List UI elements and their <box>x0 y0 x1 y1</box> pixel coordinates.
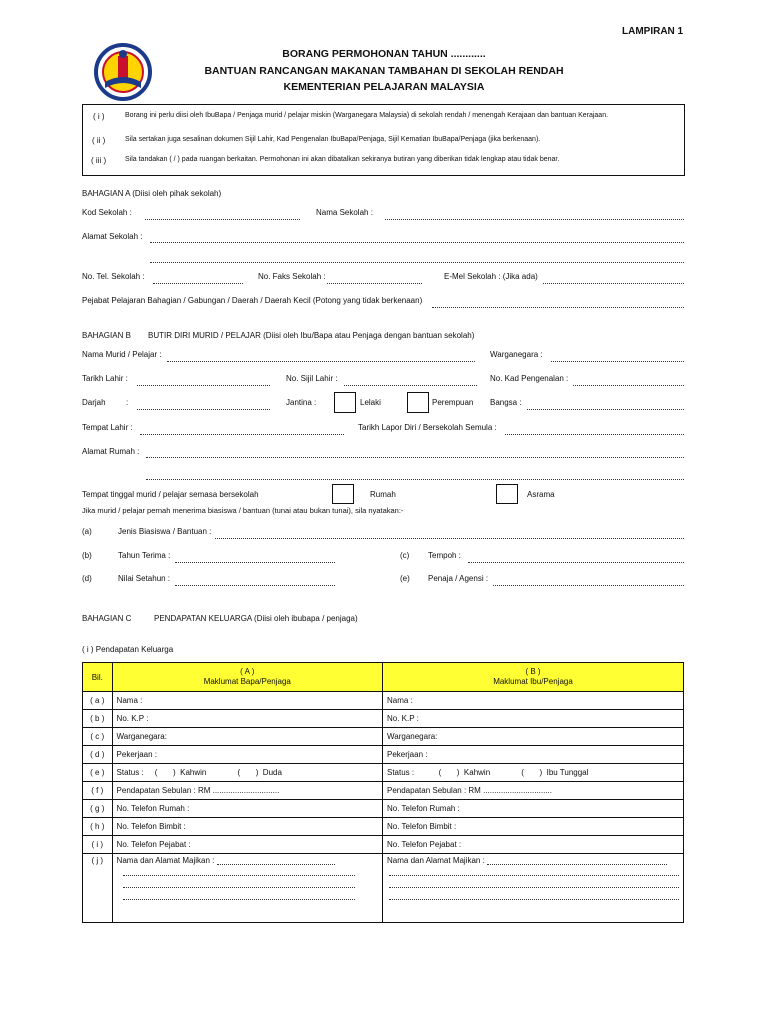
tempoh-field[interactable] <box>468 562 684 563</box>
section-c-subheading: PENDAPATAN KELUARGA (Diisi oleh ibubapa / penjaga) <box>154 614 358 623</box>
bapa-cell[interactable]: Nama : <box>112 692 382 710</box>
bapa-status-cell[interactable]: Status : ( ) Kahwin ( ) Duda <box>112 764 382 782</box>
bapa-cell[interactable]: No. Telefon Rumah : <box>112 800 382 818</box>
row-bil: ( c ) <box>83 728 113 746</box>
kad-pengenalan-label: No. Kad Pengenalan : <box>490 374 569 383</box>
emel-field[interactable] <box>543 283 684 284</box>
form-title-1: BORANG PERMOHONAN TAHUN ............ <box>282 48 486 60</box>
col-ibu-bottom: Maklumat Ibu/Penjaga <box>493 677 573 686</box>
ibu-majikan-line-4[interactable] <box>389 899 679 900</box>
note-number: ( iii ) <box>91 156 107 165</box>
lampiran-label: LAMPIRAN 1 <box>622 26 684 37</box>
jenis-biasiswa-field[interactable] <box>215 538 684 539</box>
alamat-rumah-label: Alamat Rumah : <box>82 447 140 456</box>
col-bil: Bil. <box>83 663 113 692</box>
lelaki-checkbox[interactable] <box>334 392 356 413</box>
penaja-label: Penaja / Agensi : <box>428 574 489 583</box>
table-row <box>83 746 684 764</box>
ibu-cell[interactable]: No. Telefon Pejabat : <box>383 836 684 854</box>
item-c-label: (c) <box>400 551 410 560</box>
note-text: Borang ini perlu diisi oleh IbuBapa / Penjaga murid / pelajar miskin (Warganegara Malaysia) di sekolah rendah / menengah Kerajaan dan bantuan Kerajaan. <box>125 112 609 119</box>
bapa-majikan-label: Nama dan Alamat Majikan : <box>116 856 215 865</box>
bapa-majikan-line-3[interactable] <box>123 887 355 888</box>
bangsa-label: Bangsa : <box>490 398 522 407</box>
ibu-cell[interactable]: Warganegara: <box>383 728 684 746</box>
perempuan-checkbox[interactable] <box>407 392 429 413</box>
col-bapa-top: ( A ) <box>240 667 255 676</box>
ibu-cell[interactable]: No. K.P : <box>383 710 684 728</box>
table-row <box>83 782 684 800</box>
kod-sekolah-label: Kod Sekolah : <box>82 208 132 217</box>
col-ibu-top: ( B ) <box>525 667 541 676</box>
pendapatan-keluarga-label: ( i ) Pendapatan Keluarga <box>82 645 174 654</box>
row-bil: ( f ) <box>83 782 113 800</box>
bangsa-field[interactable] <box>527 409 684 410</box>
tempat-tinggal-label: Tempat tinggal murid / pelajar semasa bersekolah <box>82 490 259 499</box>
bapa-majikan-line-2[interactable] <box>123 875 355 876</box>
nama-murid-field[interactable] <box>167 361 475 362</box>
no-tel-field[interactable] <box>153 283 243 284</box>
row-bil: ( a ) <box>83 692 113 710</box>
table-row <box>83 836 684 854</box>
alamat-rumah-field-2[interactable] <box>146 479 684 480</box>
alamat-sekolah-field-2[interactable] <box>150 262 684 263</box>
tahun-terima-field[interactable] <box>175 562 335 563</box>
warganegara-label: Warganegara : <box>490 350 543 359</box>
table-row <box>83 710 684 728</box>
bapa-cell[interactable]: Pekerjaan : <box>112 746 382 764</box>
sijil-lahir-label: No. Sijil Lahir : <box>286 374 338 383</box>
sijil-lahir-field[interactable] <box>344 385 477 386</box>
item-b-label: (b) <box>82 551 92 560</box>
tempat-lahir-label: Tempat Lahir : <box>82 423 133 432</box>
perempuan-label: Perempuan <box>432 398 474 407</box>
ibu-cell[interactable]: No. Telefon Rumah : <box>383 800 684 818</box>
ibu-majikan-line-3[interactable] <box>389 887 679 888</box>
no-faks-field[interactable] <box>327 283 422 284</box>
bantuan-note: Jika murid / pelajar pernah menerima biasiswa / bantuan (tunai atau bukan tunai), sila nyatakan:- <box>82 506 404 515</box>
kad-pengenalan-field[interactable] <box>573 385 684 386</box>
bapa-cell[interactable]: No. Telefon Pejabat : <box>112 836 382 854</box>
note-text: Sila sertakan juga sesalinan dokumen Sijil Lahir, Kad Pengenalan IbuBapa/Penjaga, Sijil Kematian IbuBapa/Penjaga (jika berkenaan). <box>125 136 541 143</box>
table-row <box>83 854 684 923</box>
col-bapa-bottom: Maklumat Bapa/Penjaga <box>203 677 291 686</box>
row-bil: ( j ) <box>83 854 113 923</box>
form-title-3: KEMENTERIAN PELAJARAN MALAYSIA <box>283 81 485 93</box>
section-c-heading: BAHAGIAN C <box>82 614 132 623</box>
asrama-label: Asrama <box>527 490 555 499</box>
col-bapa <box>112 663 382 692</box>
rumah-label: Rumah <box>370 490 396 499</box>
alamat-sekolah-field[interactable] <box>150 242 684 243</box>
bapa-majikan-line[interactable] <box>217 864 335 865</box>
item-d-label: (d) <box>82 574 92 583</box>
row-bil: ( i ) <box>83 836 113 854</box>
col-ibu <box>383 663 684 692</box>
note-number: ( ii ) <box>92 136 106 145</box>
tempat-lahir-field[interactable] <box>140 434 344 435</box>
jenis-biasiswa-label: Jenis Biasiswa / Bantuan : <box>118 527 212 536</box>
row-bil: ( e ) <box>83 764 113 782</box>
asrama-checkbox[interactable] <box>496 484 518 504</box>
kod-sekolah-field[interactable] <box>145 219 300 220</box>
table-row <box>83 764 684 782</box>
no-tel-label: No. Tel. Sekolah : <box>82 272 145 281</box>
bapa-cell[interactable]: No. Telefon Bimbit : <box>112 818 382 836</box>
note-text: Sila tandakan ( / ) pada ruangan berkaitan. Permohonan ini akan dibatalkan sekiranya butiran yang diberikan tidak lengkap atau tidak benar. <box>125 156 560 163</box>
section-b-heading: BAHAGIAN B <box>82 331 131 340</box>
item-a-label: (a) <box>82 527 92 536</box>
darjah-colon: : <box>126 398 129 407</box>
penaja-field[interactable] <box>493 585 684 586</box>
alamat-sekolah-label: Alamat Sekolah : <box>82 232 143 241</box>
nama-sekolah-field[interactable] <box>385 219 684 220</box>
ibu-majikan-cell[interactable] <box>383 854 684 923</box>
nama-murid-label: Nama Murid / Pelajar : <box>82 350 162 359</box>
bapa-majikan-cell[interactable] <box>112 854 382 923</box>
tempoh-label: Tempoh : <box>428 551 461 560</box>
nilai-setahun-label: Nilai Setahun : <box>118 574 171 583</box>
nilai-setahun-field[interactable] <box>175 585 335 586</box>
bapa-cell[interactable]: Pendapatan Sebulan : RM .............................. <box>112 782 382 800</box>
jantina-label: Jantina : <box>286 398 317 407</box>
tarikh-lapor-field[interactable] <box>505 434 684 435</box>
table-row <box>83 818 684 836</box>
ibu-majikan-line[interactable] <box>487 864 667 865</box>
row-bil: ( h ) <box>83 818 113 836</box>
row-bil: ( b ) <box>83 710 113 728</box>
row-bil: ( d ) <box>83 746 113 764</box>
row-bil: ( g ) <box>83 800 113 818</box>
table-row <box>83 692 684 710</box>
ibu-cell[interactable]: No. Telefon Bimbit : <box>383 818 684 836</box>
ppd-field[interactable] <box>432 307 684 308</box>
nama-sekolah-label: Nama Sekolah : <box>316 208 373 217</box>
table-row <box>83 800 684 818</box>
ibu-majikan-label: Nama dan Alamat Majikan : <box>387 856 485 865</box>
ibu-cell[interactable]: Nama : <box>383 692 684 710</box>
no-faks-label: No. Faks Sekolah : <box>258 272 326 281</box>
tarikh-lahir-field[interactable] <box>137 385 270 386</box>
warganegara-field[interactable] <box>551 361 684 362</box>
bapa-cell[interactable]: Warganegara: <box>112 728 382 746</box>
ibu-cell[interactable]: Pekerjaan : <box>383 746 684 764</box>
tarikh-lahir-label: Tarikh Lahir : <box>82 374 128 383</box>
alamat-rumah-field[interactable] <box>146 457 684 458</box>
ppd-label: Pejabat Pelajaran Bahagian / Gabungan / Daerah / Daerah Kecil (Potong yang tidak berkenaan) <box>82 296 423 305</box>
ibu-majikan-line-2[interactable] <box>389 875 679 876</box>
rumah-checkbox[interactable] <box>332 484 354 504</box>
tahun-terima-label: Tahun Terima : <box>118 551 171 560</box>
lelaki-label: Lelaki <box>360 398 381 407</box>
section-a-heading: BAHAGIAN A (Diisi oleh pihak sekolah) <box>82 189 222 198</box>
emel-label: E-Mel Sekolah : (Jika ada) <box>444 272 538 281</box>
ibu-status-cell[interactable]: Status : ( ) Kahwin ( ) Ibu Tunggal <box>383 764 684 782</box>
family-income-table <box>82 662 684 923</box>
ibu-cell[interactable]: Pendapatan Sebulan : RM ............................... <box>383 782 684 800</box>
section-b-subheading: BUTIR DIRI MURID / PELAJAR (Diisi oleh Ibu/Bapa atau Penjaga dengan bantuan sekolah) <box>148 331 475 340</box>
note-number: ( i ) <box>93 112 105 121</box>
item-e-label: (e) <box>400 574 410 583</box>
bapa-cell[interactable]: No. K.P : <box>112 710 382 728</box>
darjah-label: Darjah <box>82 398 106 407</box>
table-row <box>83 728 684 746</box>
bapa-majikan-line-4[interactable] <box>123 899 355 900</box>
tarikh-lapor-label: Tarikh Lapor Diri / Bersekolah Semula : <box>358 423 497 432</box>
darjah-field[interactable] <box>137 409 270 410</box>
form-title-2: BANTUAN RANCANGAN MAKANAN TAMBAHAN DI SEKOLAH RENDAH <box>204 65 564 77</box>
